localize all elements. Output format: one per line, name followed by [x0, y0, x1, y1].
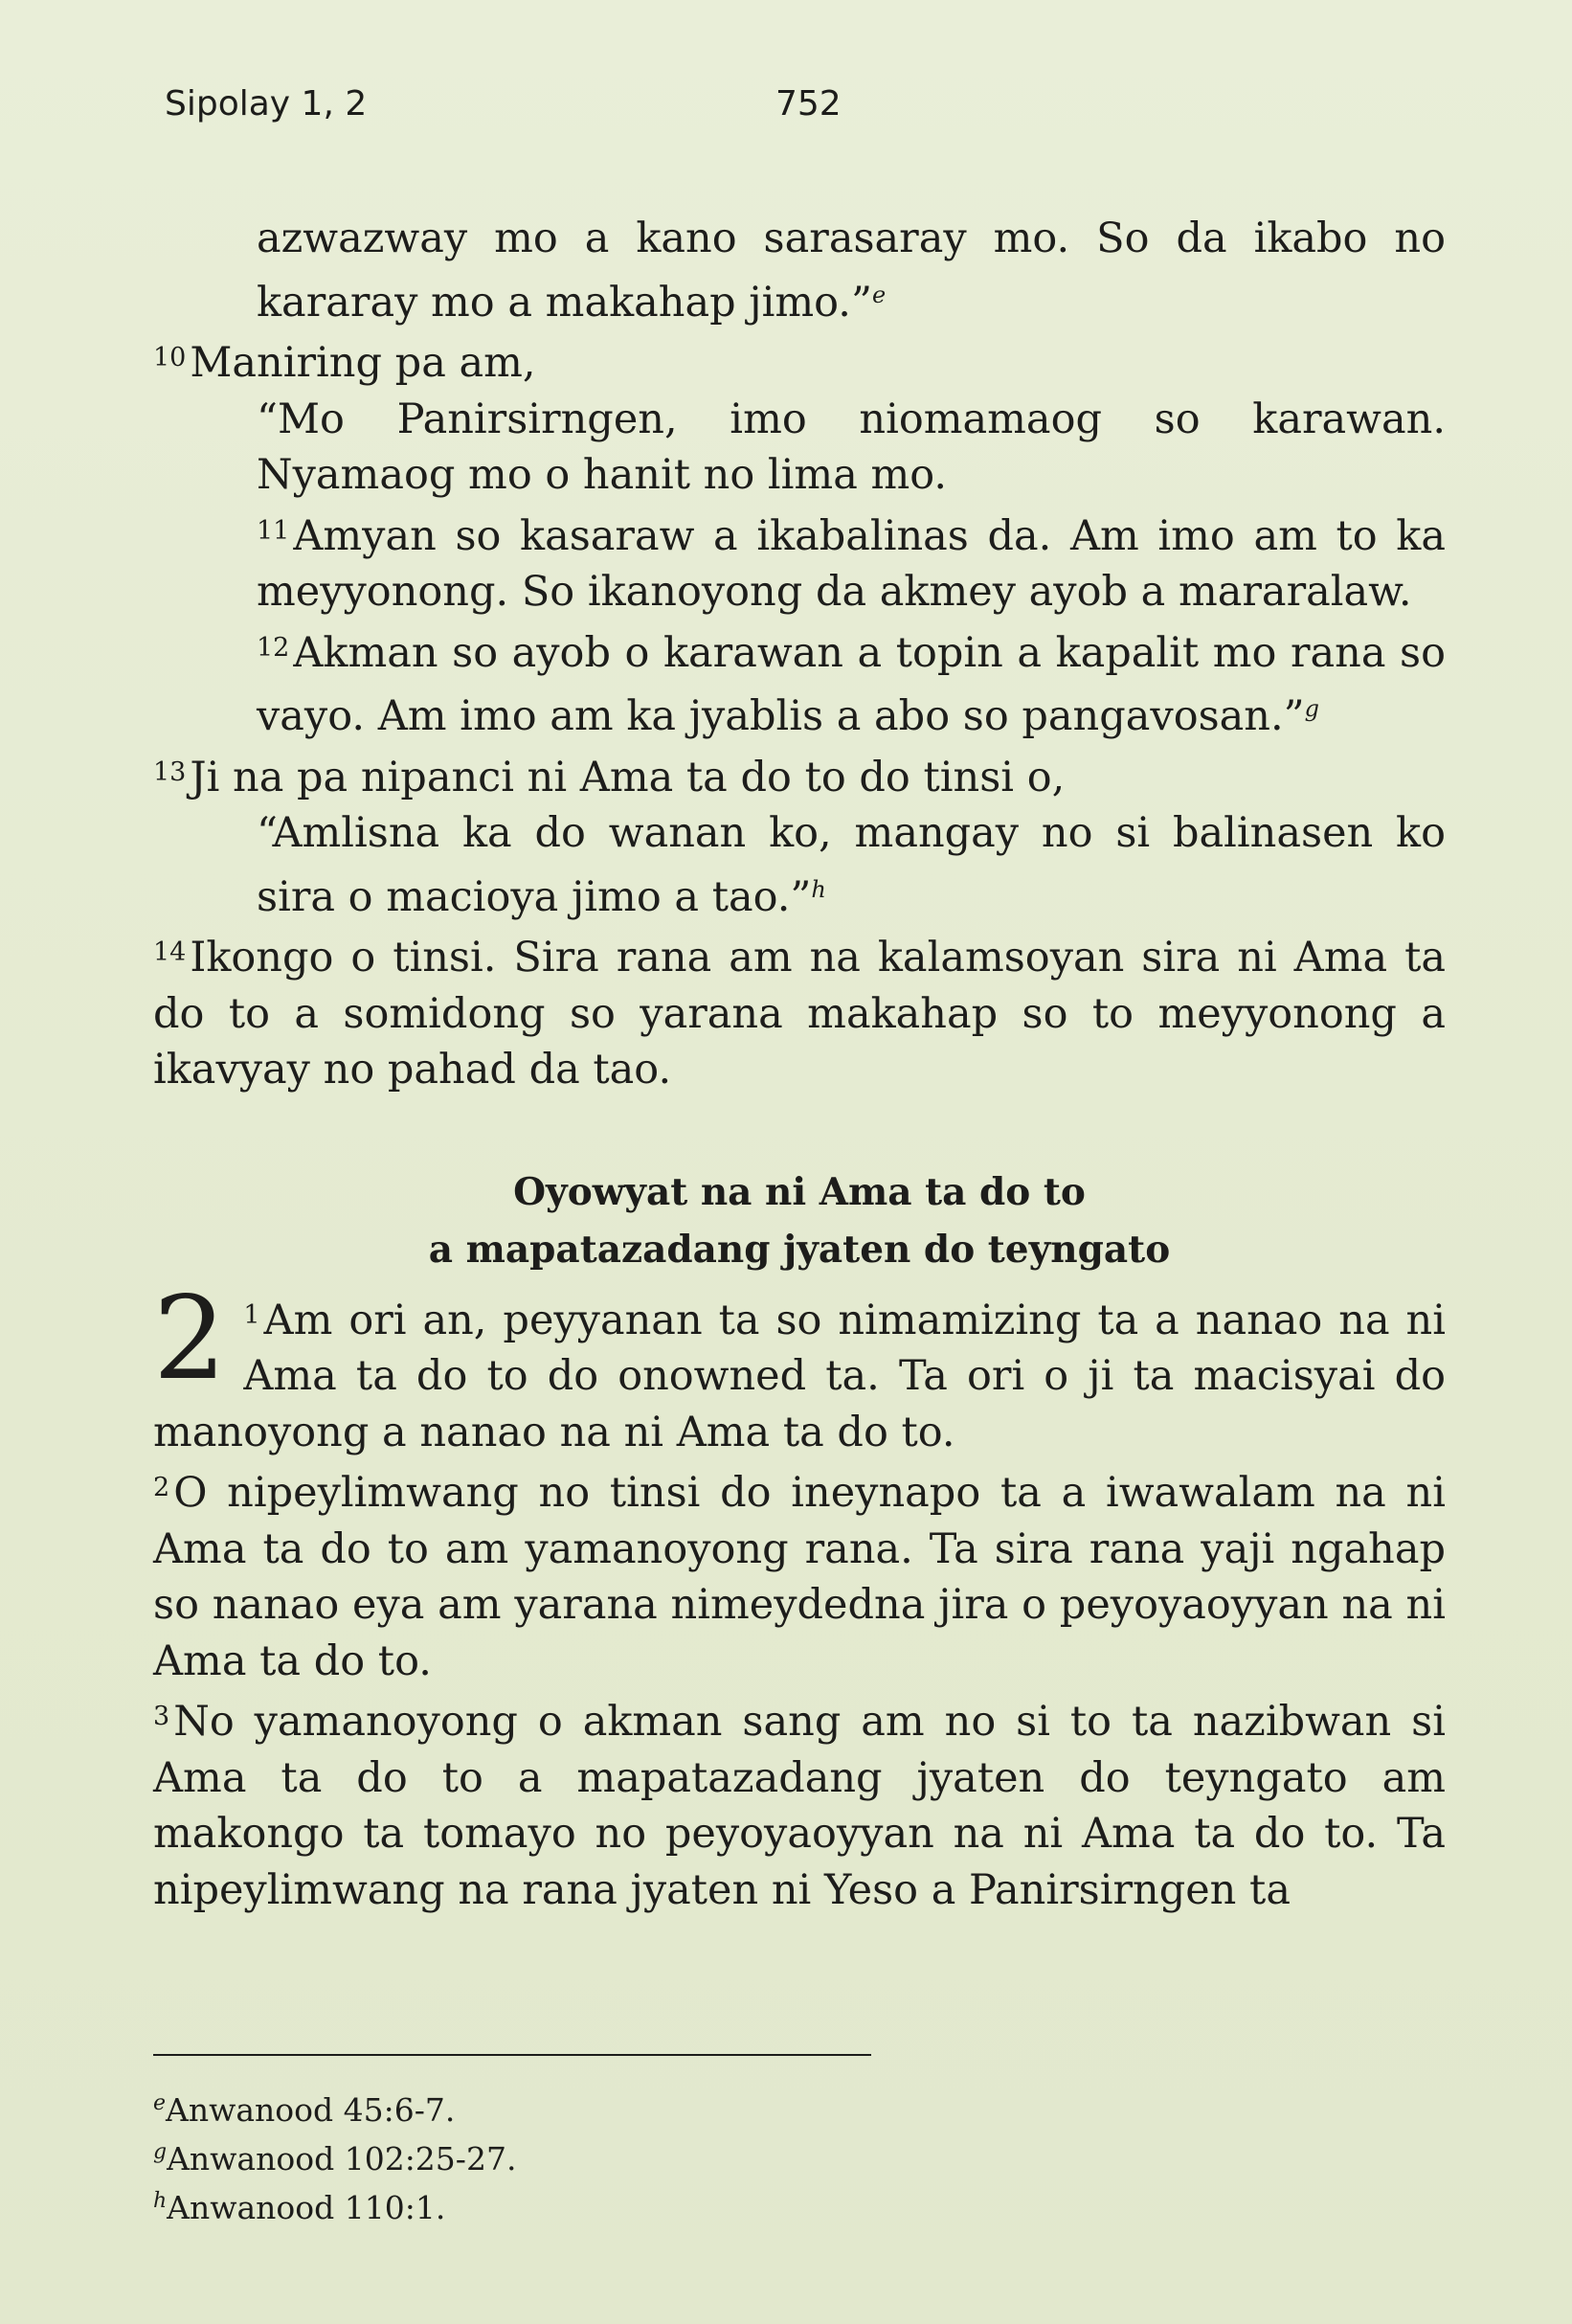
footnote-text: Anwanood 110:1. [167, 2189, 446, 2226]
running-header [165, 84, 1428, 142]
verse-2-3 [153, 1689, 1446, 1918]
chapter-number: 2 [153, 1272, 227, 1406]
verse-number: 2 [153, 1473, 170, 1502]
footnote-label: e [153, 2091, 167, 2115]
footnote-marker: g [1304, 695, 1320, 722]
verse-text: Ikongo o tinsi. Sira rana am na kalamsoyan sira ni Ama ta do to a somidong so yarana makahap so to meyyonong a ikavyay no pahad da tao. [153, 934, 1446, 1094]
verse-14 [153, 925, 1446, 1098]
footnote-text: Anwanood 102:25-27. [167, 2140, 517, 2177]
footnote-label: g [153, 2140, 168, 2164]
verse-number: 11 [257, 515, 290, 546]
verse-2-1 [153, 1272, 1446, 1461]
footnote-marker: e [871, 281, 887, 308]
section-heading-line: Oyowyat na ni Ama ta do to [513, 1169, 1086, 1214]
book-chapter-reference: Sipolay 1, 2 [165, 84, 368, 124]
verse-number: 3 [153, 1702, 170, 1731]
verse-number: 1 [243, 1299, 260, 1330]
scripture-text [153, 211, 1446, 1918]
verse-number: 14 [153, 937, 187, 967]
verse-10-quote [153, 392, 1446, 504]
section-heading-line: a mapatazadang jyaten do teyngato [428, 1227, 1171, 1272]
verse-11 [153, 504, 1446, 620]
verse-text: Ji na pa nipanci ni Ama ta do to do tinsi o, [190, 753, 1066, 801]
footnote-text: Anwanood 45:6-7. [166, 2091, 456, 2129]
footnote [153, 2132, 919, 2180]
verse-2-2 [153, 1460, 1446, 1689]
footnotes [153, 2083, 919, 2229]
chapter-2-start [153, 1272, 1446, 1461]
verse-13 [153, 745, 1446, 806]
section-heading [153, 1163, 1446, 1278]
verse-12 [153, 620, 1446, 745]
verse-continuation [153, 211, 1446, 330]
verse-number: 12 [257, 632, 290, 663]
continuation-text: azwazway mo a kano sarasaray mo. So da ikabo no kararay mo a makahap jimo.” [257, 214, 1446, 327]
page-number: 752 [775, 84, 842, 124]
verse-text: Maniring pa am, [190, 339, 536, 387]
footnote [153, 2083, 919, 2132]
verse-text: O nipeylimwang no tinsi do ineynapo ta a iwawalam na ni Ama ta do to am yamanoyong rana. Ta sira rana yaji ngahap so nanao eya am yarana nimeydedna jira o peyoyaoyyan na ni Ama ta do to. [153, 1469, 1446, 1685]
verse-text: Amyan so kasaraw a ikabalinas da. Am imo am to ka meyyonong. So ikanoyong da akmey ayob a mararalaw. [257, 511, 1446, 616]
footnote-divider [153, 2054, 871, 2056]
quote-text: “Mo Panirsirngen, imo niomamaog so karawan. Nyamaog mo o hanit no lima mo. [257, 395, 1446, 499]
verse-13-quote [153, 805, 1446, 925]
verse-text: No yamanoyong o akman sang am no si to ta nazibwan si Ama ta do to a mapatazadang jyaten do teyngato am makongo ta tomayo no peyoyaoyyan na ni Ama ta do to. Ta nipeylimwang na rana jyaten ni Yeso a Panirsirngen ta [153, 1698, 1446, 1914]
footnote-label: h [153, 2189, 168, 2213]
footnote [153, 2180, 919, 2229]
quote-text: “Amlisna ka do wanan ko, mangay no si balinasen ko sira o macioya jimo a tao.” [257, 809, 1446, 921]
verse-10 [153, 330, 1446, 392]
verse-number: 13 [153, 756, 187, 787]
verse-text: Am ori an, peyyanan ta so nimamizing ta a nanao na ni Ama ta do to do onowned ta. Ta ori o ji ta macisyai do manoyong a nanao na ni Ama ta do to. [153, 1296, 1446, 1456]
verse-number: 10 [153, 343, 187, 372]
footnote-marker: h [811, 875, 826, 903]
verse-text: Akman so ayob o karawan a topin a kapalit mo rana so vayo. Am imo am ka jyablis a abo so pangavosan.” [257, 628, 1446, 740]
